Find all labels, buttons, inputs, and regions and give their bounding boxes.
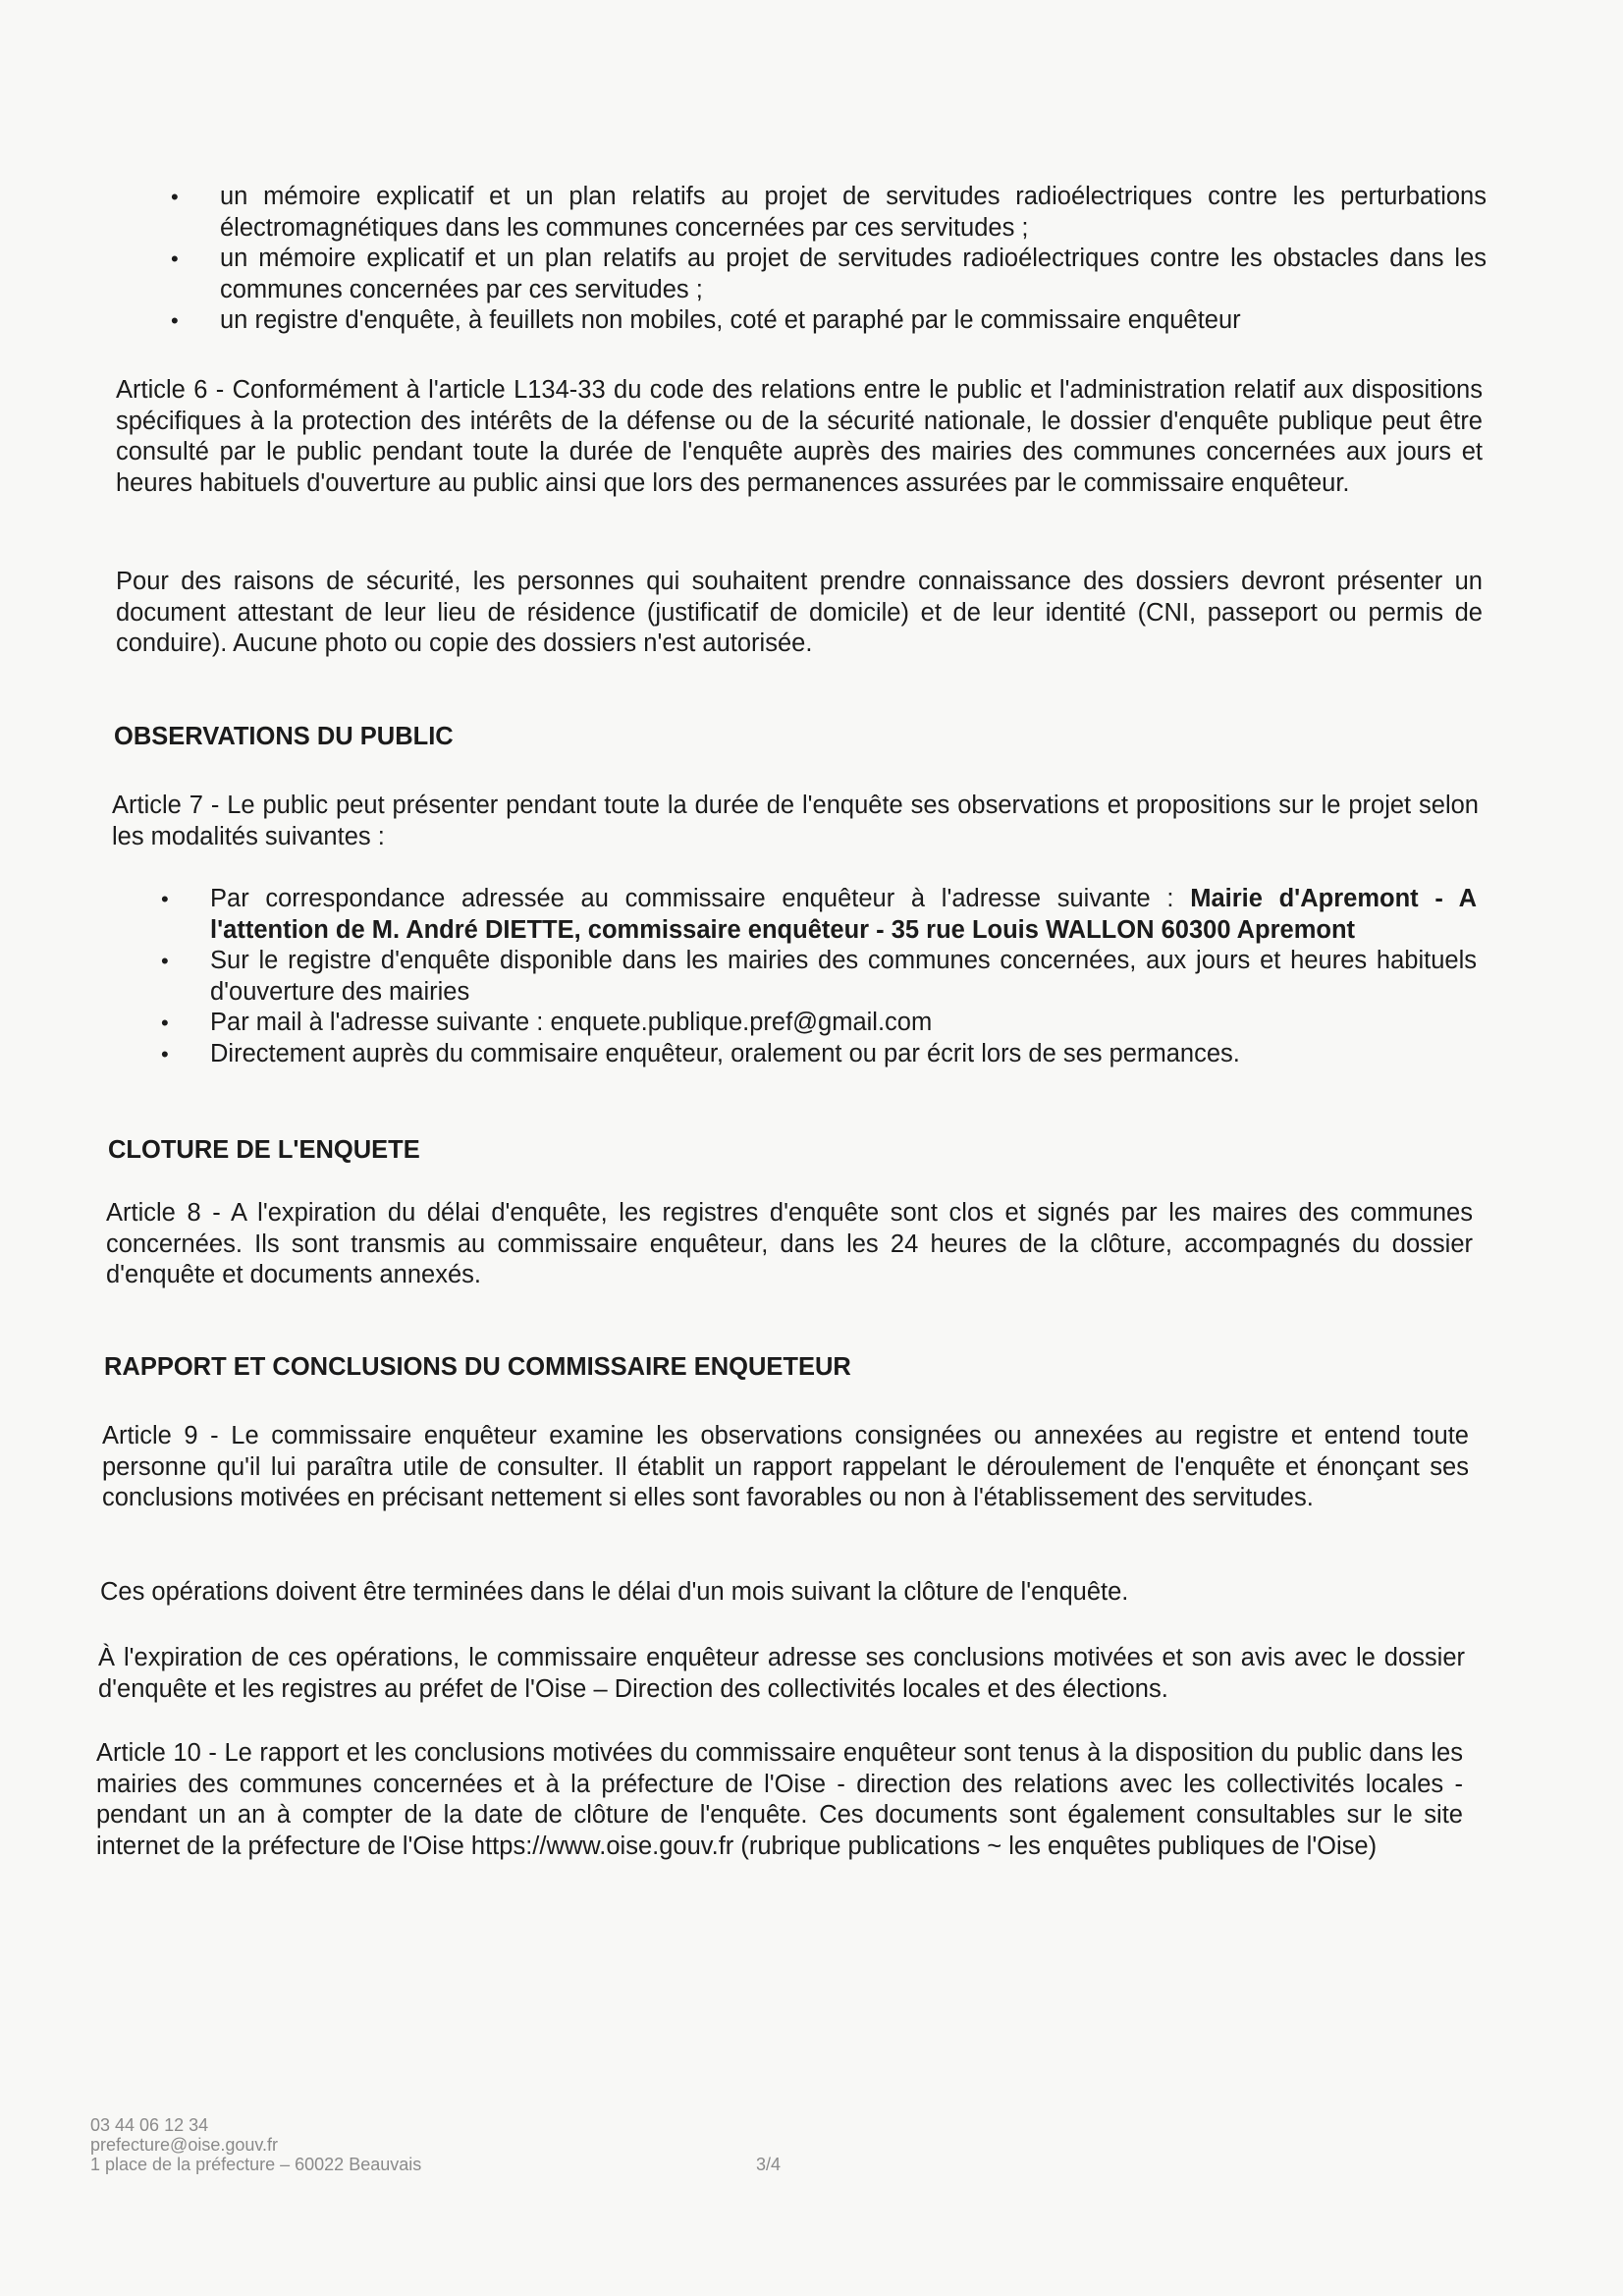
bullet-icon: •	[161, 887, 169, 911]
article-10: Article 10 - Le rapport et les conclusions motivées du commissaire enquêteur sont tenus à la disposition du public dans les mairies des communes concernées et à la préfecture de l'Oise - direction des relations avec les collectivités locales - pendant un an à compter de la date de clôture de l'enquête. Ces documents sont également consultables sur le site internet de la préfecture de l'Oise https://www.oise.gouv.fr (rubrique publications ~ les enquêtes publiques de l'Oise)	[96, 1739, 1463, 1860]
list-item: • Directement auprès du commisaire enquêteur, oralement ou par écrit lors de ses permances.	[210, 1039, 1477, 1070]
section-heading-cloture: CLOTURE DE L'ENQUETE	[108, 1136, 420, 1164]
article-9: Article 9 - Le commissaire enquêteur examine les observations consignées ou annexées au registre et entend toute personne qu'il lui paraîtra utile de consulter. Il établit un rapport rappelant le déroulement de l'enquête et énonçant ses conclusions motivées en précisant nettement si elles sont favorables ou non à l'établissement des servitudes.	[102, 1422, 1469, 1511]
security-paragraph: Pour des raisons de sécurité, les personnes qui souhaitent prendre connaissance des dossiers devront présenter un document attestant de leur lieu de résidence (justificatif de domicile) et de leur identité (CNI, passeport ou permis de conduire). Aucune photo ou copie des dossiers n'est autorisée.	[116, 568, 1483, 657]
article-6: Article 6 - Conformément à l'article L134-33 du code des relations entre le public et l'administration relatif aux dispositions spécifiques à la protection des intérêts de la défense ou de la sécurité nationale, le dossier d'enquête publique peut être consulté par le public pendant toute la durée de l'enquête auprès des mairies des communes concernées aux jours et heures habituels d'ouverture au public ainsi que lors des permanences assurées par le commissaire enquêteur.	[116, 376, 1483, 497]
observations-list	[161, 884, 1477, 1069]
list-item: • Par mail à l'adresse suivante : enquete.publique.pref@gmail.com	[210, 1008, 1477, 1039]
list-item: • Par correspondance adressée au commissaire enquêteur à l'adresse suivante : Mairie d'Apremont - A l'attention de M. André DIETTE, commissaire enquêteur - 35 rue Louis WALLON 60300 Apremont	[161, 885, 1477, 944]
article-7: Article 7 - Le public peut présenter pendant toute la durée de l'enquête ses observations et propositions sur le projet selon les modalités suivantes :	[112, 792, 1479, 850]
list-item: • un mémoire explicatif et un plan relatifs au projet de servitudes radioélectriques contre les obstacles dans les communes concernées par ces servitudes ;	[171, 245, 1487, 303]
list-item: • un mémoire explicatif et un plan relatifs au projet de servitudes radioélectriques contre les perturbations électromagnétiques dans les communes concernées par ces servitudes ;	[171, 183, 1487, 242]
bullet-icon: •	[161, 949, 169, 973]
bullet-icon: •	[161, 1041, 169, 1066]
list-item: • un registre d'enquête, à feuillets non mobiles, coté et paraphé par le commissaire enquêteur	[220, 305, 1487, 337]
bullet-icon: •	[171, 185, 179, 209]
section-heading-observations: OBSERVATIONS DU PUBLIC	[114, 723, 454, 750]
article-8: Article 8 - A l'expiration du délai d'enquête, les registres d'enquête sont clos et signés par les maires des communes concernées. Ils sont transmis au commissaire enquêteur, dans les 24 heures de la clôture, accompagnés du dossier d'enquête et documents annexés.	[106, 1199, 1473, 1288]
bullet-icon: •	[171, 308, 179, 333]
footer-email: prefecture@oise.gouv.fr	[90, 2135, 279, 2155]
list-item: • Sur le registre d'enquête disponible dans les mairies des communes concernées, aux jours et heures habituels d'ouverture des mairies	[161, 947, 1477, 1006]
footer-phone: 03 44 06 12 34	[90, 2115, 209, 2135]
footer-address: 1 place de la préfecture – 60022 Beauvais	[90, 2155, 422, 2174]
page-number: 3/4	[756, 2155, 782, 2174]
expiration-paragraph: À l'expiration de ces opérations, le commissaire enquêteur adresse ses conclusions motivées et son avis avec le dossier d'enquête et les registres au préfet de l'Oise – Direction des collectivités locales et des élections.	[98, 1644, 1465, 1703]
section-heading-rapport: RAPPORT ET CONCLUSIONS DU COMMISSAIRE ENQUETEUR	[104, 1353, 851, 1381]
bullet-icon: •	[171, 246, 179, 271]
address-bold: Mairie d'Apremont - A l'attention de M. André DIETTE, commissaire enquêteur - 35 rue Louis WALLON 60300 Apremont	[210, 885, 1477, 944]
operations-paragraph: Ces opérations doivent être terminées dans le délai d'un mois suivant la clôture de l'enquête.	[100, 1578, 1129, 1606]
bullet-icon: •	[161, 1011, 169, 1035]
attachments-list	[171, 182, 1487, 337]
footer-contact	[90, 2115, 421, 2174]
